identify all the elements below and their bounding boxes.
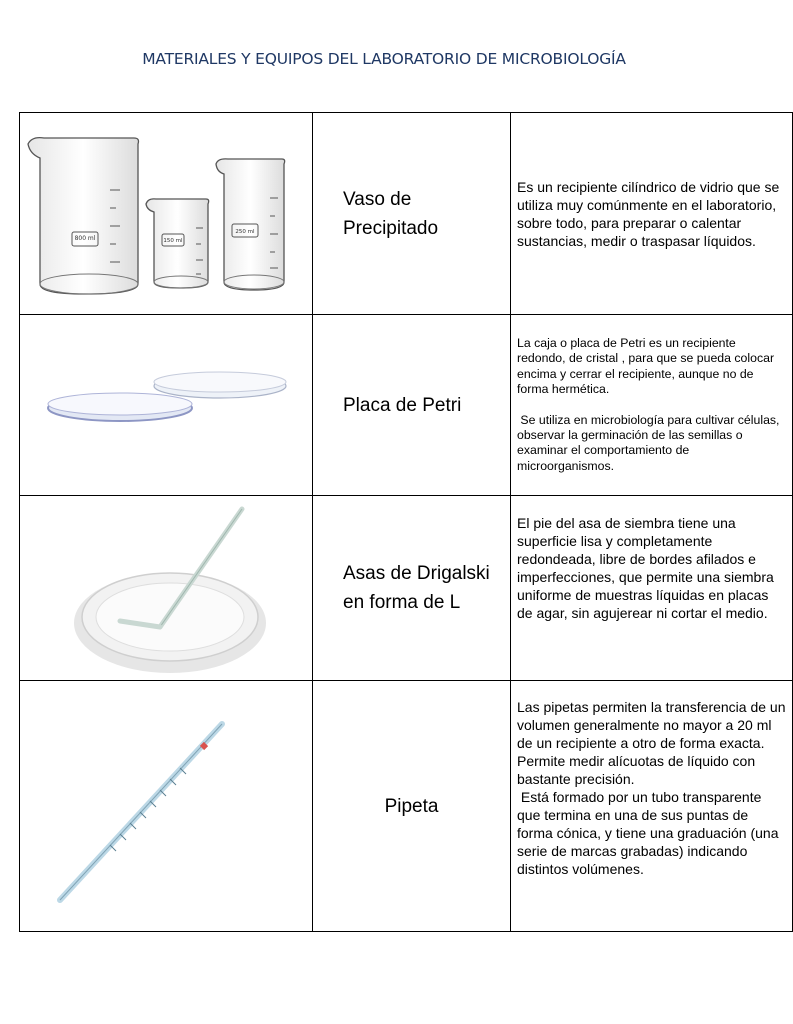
- beakers-illustration: [20, 114, 312, 314]
- item-name-drigalski: Asas de Drigalski en forma de L: [313, 496, 511, 681]
- beaker-label-250: 250 ml: [235, 228, 255, 235]
- document-title: MATERIALES Y EQUIPOS DEL LABORATORIO DE MICROBIOLOGÍA: [142, 50, 626, 68]
- drigalski-spreader-illustration: [20, 497, 312, 680]
- pipette-illustration: [20, 682, 312, 931]
- item-name-vaso: Vaso de Precipitado: [313, 113, 511, 315]
- beakers-image: [20, 113, 313, 315]
- description-paragraph: Está formado por un tubo transparente que termina en una de sus puntas de forma cónica, y tiene una graduación (una serie de marcas grabadas) indicando distintos volúmenes.: [517, 789, 783, 877]
- item-description-drigalski: [511, 496, 793, 681]
- materials-table: [19, 112, 793, 932]
- beaker-label-150: 150 ml: [163, 237, 183, 244]
- description-paragraph: Las pipetas permiten la transferencia de un volumen generalmente no mayor a 20 ml de un recipiente a otro de forma exacta.: [517, 699, 786, 751]
- description-paragraph: Se utiliza en microbiología para cultivar células, observar la germinación de las semillas o examinar el comportamiento de microorganismos.: [517, 412, 783, 473]
- pipette-image: [20, 681, 313, 932]
- table-row: [20, 496, 793, 681]
- item-name-pipeta: Pipeta: [313, 681, 511, 932]
- description-paragraph: Es un recipiente cilíndrico de vidrio que se utiliza muy comúnmente en el laboratorio, sobre todo, para preparar o calentar sustancias, medir o traspasar líquidos.: [517, 178, 780, 249]
- beaker-label-800: 800 ml: [74, 234, 96, 242]
- table-row: [20, 681, 793, 932]
- petri-image: [20, 315, 313, 496]
- petri-dish-illustration: [20, 316, 312, 495]
- item-description-petri: [511, 315, 793, 496]
- item-description-pipeta: [511, 681, 793, 932]
- item-name-petri: Placa de Petri: [313, 315, 511, 496]
- description-paragraph: Permite medir alícuotas de líquido con bastante precisión.: [517, 753, 756, 787]
- description-paragraph: La caja o placa de Petri es un recipiente redondo, de cristal , para que se pueda colocar encima y cerrar el recipiente, aunque no de forma hermética.: [517, 335, 775, 397]
- description-paragraph: El pie del asa de siembra tiene una superficie lisa y completamente redondeada, libre de bordes afilados e imperfecciones, que permite una siembra uniforme de muestras líquidas en placas de agar, sin agujerear ni cortar el medio.: [517, 515, 774, 621]
- item-description-vaso: [511, 113, 793, 315]
- table-row: [20, 315, 793, 496]
- drigalski-image: [20, 496, 313, 681]
- description-paragraph: [517, 398, 786, 413]
- table-row: [20, 113, 793, 315]
